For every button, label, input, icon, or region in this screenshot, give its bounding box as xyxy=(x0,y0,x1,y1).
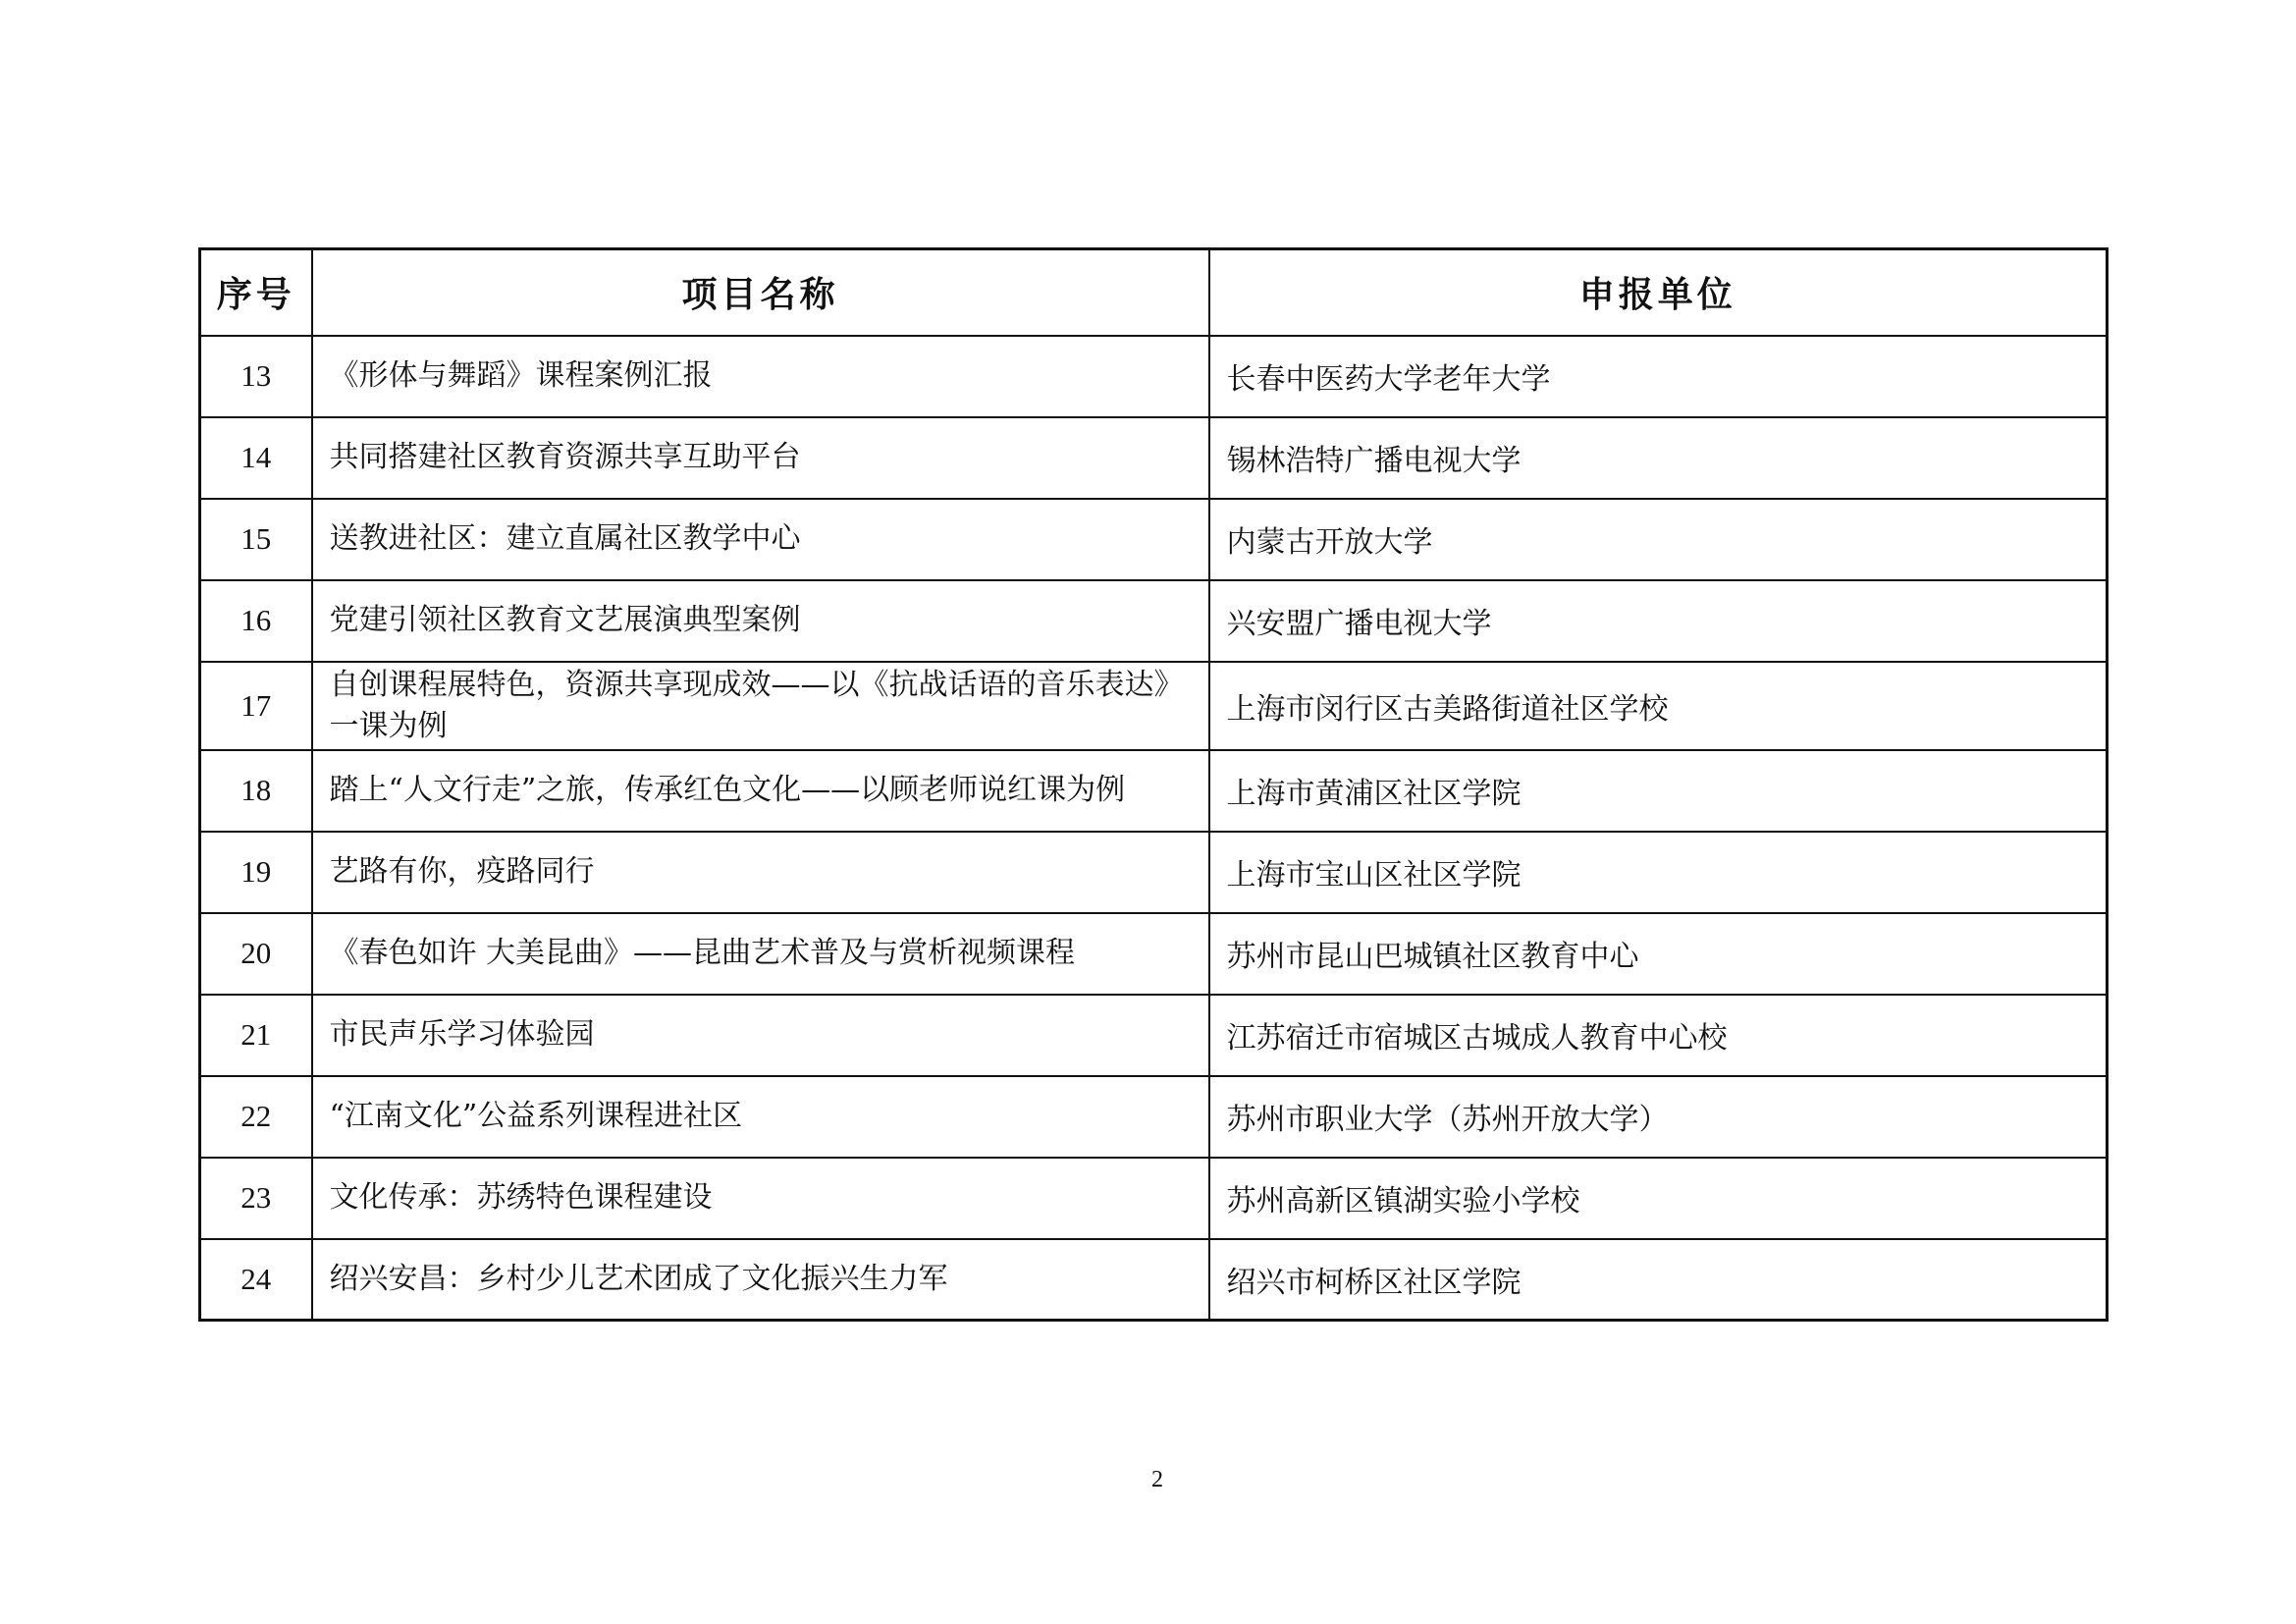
row-applicant-unit: 苏州市昆山巴城镇社区教育中心 xyxy=(1209,913,2108,995)
row-serial-number: 24 xyxy=(200,1239,312,1321)
table-row xyxy=(200,1158,2108,1239)
header-row xyxy=(200,249,2108,336)
project-table xyxy=(198,247,2109,1322)
row-applicant-unit: 锡林浩特广播电视大学 xyxy=(1209,417,2108,499)
row-serial-number: 18 xyxy=(200,750,312,832)
row-project-name: 艺路有你，疫路同行 xyxy=(312,832,1209,913)
row-applicant-unit: 苏州市职业大学（苏州开放大学） xyxy=(1209,1076,2108,1158)
table-row xyxy=(200,580,2108,662)
row-serial-number: 15 xyxy=(200,499,312,580)
row-project-name: 《形体与舞蹈》课程案例汇报 xyxy=(312,336,1209,417)
row-project-name: 市民声乐学习体验园 xyxy=(312,995,1209,1076)
header-applicant-unit: 申报单位 xyxy=(1209,249,2108,336)
table-row xyxy=(200,336,2108,417)
table-row xyxy=(200,417,2108,499)
row-applicant-unit: 江苏宿迁市宿城区古城成人教育中心校 xyxy=(1209,995,2108,1076)
row-project-name: “江南文化”公益系列课程进社区 xyxy=(312,1076,1209,1158)
table-row xyxy=(200,499,2108,580)
row-applicant-unit: 内蒙古开放大学 xyxy=(1209,499,2108,580)
table-header xyxy=(200,249,2108,336)
table-row xyxy=(200,995,2108,1076)
row-applicant-unit: 绍兴市柯桥区社区学院 xyxy=(1209,1239,2108,1321)
header-serial-number: 序号 xyxy=(200,249,312,336)
row-project-name: 自创课程展特色，资源共享现成效——以《抗战话语的音乐表达》一课为例 xyxy=(312,662,1209,750)
row-project-name: 共同搭建社区教育资源共享互助平台 xyxy=(312,417,1209,499)
row-applicant-unit: 上海市宝山区社区学院 xyxy=(1209,832,2108,913)
row-project-name: 文化传承：苏绣特色课程建设 xyxy=(312,1158,1209,1239)
row-serial-number: 17 xyxy=(200,662,312,750)
row-applicant-unit: 兴安盟广播电视大学 xyxy=(1209,580,2108,662)
page-number: 2 xyxy=(1151,1467,1163,1492)
table-row xyxy=(200,832,2108,913)
row-serial-number: 23 xyxy=(200,1158,312,1239)
row-serial-number: 22 xyxy=(200,1076,312,1158)
table-body xyxy=(200,336,2108,1321)
table-row xyxy=(200,750,2108,832)
header-project-name: 项目名称 xyxy=(312,249,1209,336)
table-row xyxy=(200,1239,2108,1321)
row-serial-number: 16 xyxy=(200,580,312,662)
row-project-name: 党建引领社区教育文艺展演典型案例 xyxy=(312,580,1209,662)
row-applicant-unit: 上海市闵行区古美路街道社区学校 xyxy=(1209,662,2108,750)
row-project-name: 踏上“人文行走”之旅，传承红色文化——以顾老师说红课为例 xyxy=(312,750,1209,832)
row-applicant-unit: 上海市黄浦区社区学院 xyxy=(1209,750,2108,832)
row-project-name: 《春色如许 大美昆曲》——昆曲艺术普及与赏析视频课程 xyxy=(312,913,1209,995)
row-applicant-unit: 苏州高新区镇湖实验小学校 xyxy=(1209,1158,2108,1239)
row-serial-number: 14 xyxy=(200,417,312,499)
row-project-name: 绍兴安昌：乡村少儿艺术团成了文化振兴生力军 xyxy=(312,1239,1209,1321)
table-row xyxy=(200,913,2108,995)
row-serial-number: 21 xyxy=(200,995,312,1076)
row-applicant-unit: 长春中医药大学老年大学 xyxy=(1209,336,2108,417)
row-serial-number: 13 xyxy=(200,336,312,417)
row-serial-number: 19 xyxy=(200,832,312,913)
table-row xyxy=(200,662,2108,750)
table-row xyxy=(200,1076,2108,1158)
row-project-name: 送教进社区：建立直属社区教学中心 xyxy=(312,499,1209,580)
row-serial-number: 20 xyxy=(200,913,312,995)
